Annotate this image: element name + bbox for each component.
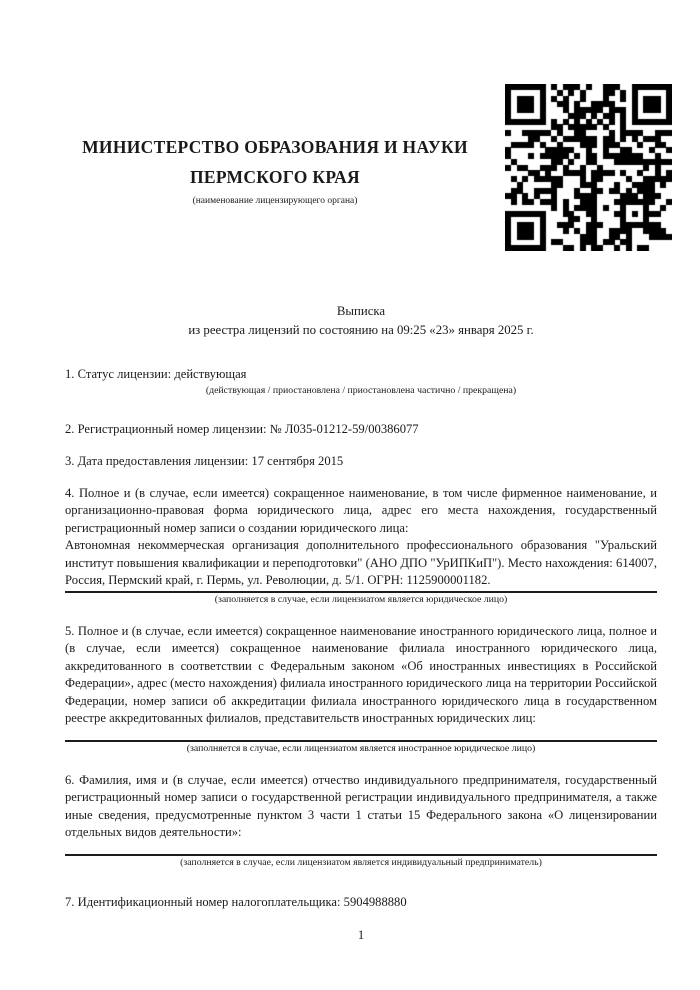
issuer-header (65, 132, 485, 208)
title-line1: Выписка (336, 304, 386, 318)
legal-entity-label: 4. Полное и (в случае, если имеется) сокращенное наименование, в том числе фирменное наименование, и организационно-правовая форма юридического лица, адрес его места нахождения, государственный регистрационный номер записи о создании юридического лица: (65, 485, 657, 535)
license-status-text: 1. Статус лицензии: действующая (65, 367, 247, 381)
registration-number-text: 2. Регистрационный номер лицензии: № Л035-01212-59/00386077 (65, 421, 419, 436)
license-status-caption: (действующая / приостановлена / приостановлена частично / прекращена) (205, 384, 517, 396)
page-number: 1 (357, 928, 365, 942)
entrepreneur-label: 6. Фамилия, имя и (в случае, если имеется) отчество индивидуального предпринимателя, государственный регистрационный номер записи о государственной регистрации индивидуального предпринимателя, а также иные сведения, предусмотренные пунктом 3 части 1 статьи 15 Федерального закона «О лицензировании отдельных видов деятельности»: (65, 772, 657, 839)
item-6-individual-entrepreneur-info (65, 772, 657, 869)
qr-code-image (505, 84, 672, 251)
item-3-grant-date (65, 453, 657, 471)
issuer-name-line1: МИНИСТЕРСТВО ОБРАЗОВАНИЯ И НАУКИ (82, 137, 468, 157)
item-4-legal-entity-info (65, 485, 657, 606)
entrepreneur-caption: (заполняется в случае, если лицензиатом является индивидуальный предприниматель) (180, 856, 542, 868)
issuer-caption: (наименование лицензирующего органа) (192, 196, 358, 206)
foreign-entity-caption: (заполняется в случае, если лицензиатом является иностранное юридическое лицо) (186, 742, 536, 754)
item-1-license-status (65, 366, 657, 397)
document-title (65, 302, 657, 340)
qr-code (505, 84, 672, 251)
foreign-entity-label: 5. Полное и (в случае, если имеется) сокращенное наименование иностранного юридического лица, полное и (в случае, если имеется) сокращенное наименование филиала иностранного юридического лица, аккредитованного в соответствии с Федеральным законом «Об иностранных инвестициях в Российской Федерации», адрес (место нахождения) филиала иностранного юридического лица на территории Российской Федерации, номер записи об аккредитации филиала иностранного юридического лица в государственном реестре аккредитованных филиалов, представительств иностранных юридических лиц: (65, 623, 657, 725)
legal-entity-value: Автономная некоммерческая организация дополнительного профессионального образования "Уральский институт повышения квалификации и переподготовки" (АНО ДПО "УрИПКиП"). Место нахождения: 614007, Россия, Пермский край, г. Пермь, ул. Революции, д. 5/1. ОГРН: 1125900001182. (65, 538, 657, 587)
item-5-foreign-entity-info (65, 623, 657, 755)
document-body (65, 366, 657, 911)
issuer-name-line2: ПЕРМСКОГО КРАЯ (190, 167, 360, 187)
grant-date-text: 3. Дата предоставления лицензии: 17 сентября 2015 (65, 454, 344, 468)
item-2-registration-number (65, 421, 657, 439)
legal-entity-caption: (заполняется в случае, если лицензиатом является юридическое лицо) (214, 593, 508, 605)
title-line2: из реестра лицензий по состоянию на 09:25 «23» января 2025 г. (188, 323, 534, 337)
taxpayer-number-text: 7. Идентификационный номер налогоплательщика: 5904988880 (65, 894, 407, 909)
item-7-taxpayer-number (65, 894, 657, 912)
